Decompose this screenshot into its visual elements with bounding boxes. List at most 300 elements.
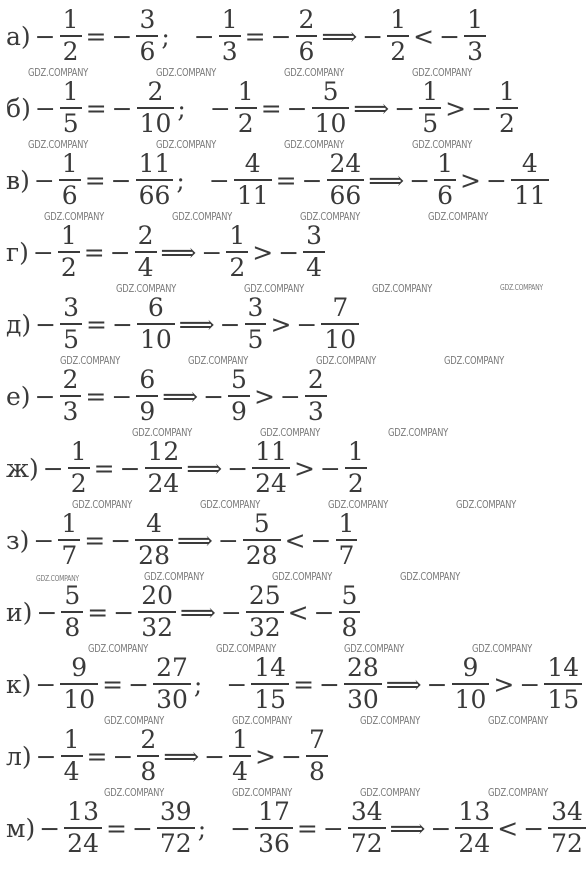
item-paren: ) xyxy=(29,453,39,483)
fraction xyxy=(387,5,409,67)
item-letter: б xyxy=(6,93,22,123)
signed-fraction xyxy=(33,5,83,67)
numerator: 1 xyxy=(347,437,364,467)
denominator: 10 xyxy=(454,684,487,714)
implies-arrow: ⟹ xyxy=(163,741,200,771)
watermark-text: GDZ.COMPANY xyxy=(344,642,405,655)
watermark-text: GDZ.COMPANY xyxy=(260,426,321,439)
numerator: 1 xyxy=(422,77,439,107)
item-paren: ) xyxy=(21,309,32,339)
item-letter: е xyxy=(6,381,21,411)
signed-fraction xyxy=(202,725,252,787)
item-letter: в xyxy=(6,165,21,195)
denominator: 36 xyxy=(258,828,290,858)
numerator: 1 xyxy=(70,437,87,467)
denominator: 66 xyxy=(329,180,362,210)
fraction xyxy=(58,509,80,571)
denominator: 24 xyxy=(67,828,99,858)
numerator: 3 xyxy=(306,221,323,251)
signed-fraction xyxy=(407,149,457,211)
equals-sign: = xyxy=(86,309,107,339)
denominator: 3 xyxy=(221,36,238,66)
denominator: 2 xyxy=(499,108,515,138)
signed-fraction xyxy=(34,725,84,787)
exercise-row xyxy=(0,576,586,648)
fraction xyxy=(59,149,81,211)
fraction xyxy=(60,77,82,139)
item-label xyxy=(6,309,32,339)
minus-sign: − xyxy=(439,21,461,51)
math-expression xyxy=(6,432,368,504)
item-paren: ) xyxy=(20,21,31,51)
denominator: 6 xyxy=(139,36,156,66)
numerator: 4 xyxy=(146,509,163,539)
fraction xyxy=(306,725,328,787)
fraction xyxy=(228,365,250,427)
numerator: 1 xyxy=(338,509,355,539)
item-letter: а xyxy=(6,21,21,51)
equals-sign: = xyxy=(84,525,106,555)
greater-than-sign: > xyxy=(253,381,275,411)
item-letter: г xyxy=(6,237,20,267)
fraction xyxy=(136,149,174,211)
minus-sign: − xyxy=(111,93,133,123)
minus-sign: − xyxy=(220,597,242,627)
item-letter: ж xyxy=(6,453,29,483)
equals-sign: = xyxy=(260,93,282,123)
watermark-text: GDZ.COMPANY xyxy=(444,354,505,367)
fraction xyxy=(296,5,318,67)
numerator: 5 xyxy=(322,77,339,107)
fraction xyxy=(321,293,359,355)
signed-fraction xyxy=(428,797,494,859)
watermark-text: GDZ.COMPANY xyxy=(28,66,89,79)
watermark-text: GDZ.COMPANY xyxy=(44,210,105,223)
fraction xyxy=(135,509,173,571)
fraction xyxy=(136,365,158,427)
minus-sign: − xyxy=(426,669,448,699)
item-label xyxy=(6,93,31,123)
numerator: 9 xyxy=(462,653,479,683)
numerator: 5 xyxy=(231,365,247,395)
denominator: 4 xyxy=(232,756,249,786)
signed-fraction xyxy=(108,221,158,283)
denominator: 6 xyxy=(61,180,78,210)
item-paren: ) xyxy=(21,93,31,123)
minus-sign: − xyxy=(227,453,249,483)
fraction xyxy=(137,293,175,355)
denominator: 8 xyxy=(341,612,358,642)
signed-fraction xyxy=(207,149,273,211)
denominator: 2 xyxy=(62,36,79,66)
signed-fraction xyxy=(309,509,359,571)
minus-sign: − xyxy=(279,381,301,411)
signed-fraction xyxy=(208,77,258,139)
denominator: 2 xyxy=(237,108,254,138)
signed-fraction xyxy=(33,77,83,139)
minus-sign: − xyxy=(486,165,507,195)
fraction xyxy=(345,437,367,499)
signed-fraction xyxy=(201,365,251,427)
fraction xyxy=(336,509,358,571)
minus-sign: − xyxy=(111,21,133,51)
minus-sign: − xyxy=(42,453,64,483)
implies-arrow: ⟹ xyxy=(162,381,199,411)
signed-fraction xyxy=(269,5,319,67)
minus-sign: − xyxy=(33,165,55,195)
exercise-row xyxy=(0,360,586,432)
minus-sign: − xyxy=(113,597,135,627)
denominator: 30 xyxy=(346,684,379,714)
watermark-text: GDZ.COMPANY xyxy=(388,426,449,439)
watermark-text: GDZ.COMPANY xyxy=(28,138,89,151)
minus-sign: − xyxy=(110,165,132,195)
fraction xyxy=(137,77,175,139)
denominator: 2 xyxy=(347,468,364,498)
signed-fraction xyxy=(110,293,176,355)
fraction xyxy=(243,509,281,571)
item-label xyxy=(6,21,31,51)
minus-sign: − xyxy=(230,813,252,843)
watermark-text: GDZ.COMPANY xyxy=(156,66,217,79)
fraction xyxy=(153,653,191,715)
signed-fraction xyxy=(118,437,184,499)
item-paren: ) xyxy=(22,597,33,627)
signed-fraction xyxy=(130,797,196,859)
watermark-text: GDZ.COMPANY xyxy=(372,282,433,295)
signed-fraction xyxy=(294,293,360,355)
fraction xyxy=(138,581,176,643)
fraction xyxy=(252,437,290,499)
signed-fraction xyxy=(312,581,362,643)
signed-fraction xyxy=(108,509,174,571)
minus-sign: − xyxy=(39,813,61,843)
numerator: 28 xyxy=(346,653,379,683)
watermark-text: GDZ.COMPANY xyxy=(360,714,421,727)
denominator: 24 xyxy=(458,828,491,858)
numerator: 1 xyxy=(237,77,254,107)
numerator: 5 xyxy=(253,509,270,539)
signed-fraction xyxy=(225,437,291,499)
signed-fraction xyxy=(360,5,410,67)
signed-fraction xyxy=(111,581,177,643)
signed-fraction xyxy=(109,365,159,427)
numerator: 1 xyxy=(61,509,78,539)
implies-arrow: ⟹ xyxy=(178,309,215,339)
fraction xyxy=(339,581,361,643)
exercise-row xyxy=(0,144,586,216)
numerator: 4 xyxy=(244,149,261,179)
fraction xyxy=(344,653,382,715)
denominator: 8 xyxy=(140,756,157,786)
fraction xyxy=(64,797,102,859)
fraction xyxy=(226,221,248,283)
numerator: 17 xyxy=(258,797,290,827)
denominator: 28 xyxy=(245,540,278,570)
numerator: 2 xyxy=(307,365,324,395)
watermark-text: GDZ.COMPANY xyxy=(428,210,489,223)
numerator: 34 xyxy=(350,797,383,827)
denominator: 30 xyxy=(156,684,188,714)
minus-sign: − xyxy=(109,237,131,267)
watermark-text: GDZ.COMPANY xyxy=(272,570,333,583)
watermark-text: GDZ.COMPANY xyxy=(456,498,517,511)
numerator: 11 xyxy=(138,149,171,179)
signed-fraction xyxy=(228,797,294,859)
numerator: 27 xyxy=(156,653,188,683)
minus-sign: − xyxy=(32,237,54,267)
watermark-text: GDZ.COMPANY xyxy=(232,786,293,799)
fraction xyxy=(157,797,195,859)
equals-sign: = xyxy=(84,165,106,195)
numerator: 14 xyxy=(254,653,287,683)
item-paren: ) xyxy=(19,237,29,267)
signed-fraction xyxy=(37,797,103,859)
denominator: 4 xyxy=(306,252,323,282)
watermark-text: GDZ.COMPANY xyxy=(488,714,549,727)
denominator: 11 xyxy=(513,180,546,210)
fraction xyxy=(348,797,386,859)
signed-fraction xyxy=(33,653,99,715)
fraction xyxy=(136,5,158,67)
minus-sign: − xyxy=(519,669,541,699)
denominator: 11 xyxy=(236,180,269,210)
signed-fraction xyxy=(321,797,387,859)
signed-fraction xyxy=(521,797,586,859)
fraction xyxy=(312,77,350,139)
item-label xyxy=(6,669,32,699)
signed-fraction xyxy=(126,653,192,715)
numerator: 13 xyxy=(458,797,491,827)
signed-fraction xyxy=(216,509,282,571)
greater-than-sign: > xyxy=(270,309,292,339)
denominator: 15 xyxy=(547,684,580,714)
watermark-text: GDZ.COMPANY xyxy=(132,426,193,439)
fraction xyxy=(60,653,98,715)
item-paren: ) xyxy=(20,381,31,411)
fraction xyxy=(60,5,82,67)
equals-sign: = xyxy=(296,813,318,843)
greater-than-sign: > xyxy=(445,93,467,123)
numerator: 1 xyxy=(437,149,454,179)
signed-fraction xyxy=(31,221,81,283)
item-label xyxy=(6,165,30,195)
minus-sign: − xyxy=(219,309,241,339)
greater-than-sign: > xyxy=(460,165,481,195)
fraction xyxy=(251,653,289,715)
exercise-row xyxy=(0,720,586,792)
item-label xyxy=(6,813,36,843)
fraction xyxy=(68,437,90,499)
minus-sign: − xyxy=(33,525,55,555)
numerator: 1 xyxy=(60,221,77,251)
fraction xyxy=(135,221,157,283)
denominator: 6 xyxy=(298,36,315,66)
math-expression xyxy=(6,144,550,216)
signed-fraction xyxy=(425,653,491,715)
minus-sign: − xyxy=(280,741,302,771)
denominator: 10 xyxy=(324,324,357,354)
signed-fraction xyxy=(31,509,81,571)
watermark-text: GDZ.COMPANY xyxy=(144,570,205,583)
implies-arrow: ⟹ xyxy=(160,237,197,267)
item-letter: и xyxy=(6,597,23,627)
watermark-text: GDZ.COMPANY xyxy=(156,138,217,151)
watermark-text: GDZ.COMPANY xyxy=(72,498,133,511)
denominator: 10 xyxy=(139,108,172,138)
denominator: 5 xyxy=(63,324,80,354)
fraction xyxy=(219,5,241,67)
equals-sign: = xyxy=(244,21,266,51)
denominator: 3 xyxy=(62,396,79,426)
signed-fraction xyxy=(33,293,83,355)
item-paren: ) xyxy=(21,741,32,771)
denominator: 5 xyxy=(422,108,439,138)
exercise-row xyxy=(0,0,586,72)
denominator: 15 xyxy=(254,684,287,714)
equals-sign: = xyxy=(275,165,297,195)
numerator: 9 xyxy=(71,653,88,683)
denominator: 6 xyxy=(437,180,454,210)
watermark-text: GDZ.COMPANY xyxy=(472,642,533,655)
signed-fraction xyxy=(34,581,84,643)
denominator: 5 xyxy=(62,108,79,138)
numerator: 2 xyxy=(140,725,157,755)
numerator: 5 xyxy=(341,581,358,611)
watermark-text: GDZ.COMPANY xyxy=(412,66,473,79)
fraction xyxy=(145,437,183,499)
fraction xyxy=(61,581,83,643)
denominator: 72 xyxy=(350,828,383,858)
denominator: 7 xyxy=(338,540,355,570)
minus-sign: − xyxy=(301,165,323,195)
signed-fraction xyxy=(110,77,176,139)
equals-sign: = xyxy=(87,597,109,627)
signed-fraction xyxy=(33,365,83,427)
fraction xyxy=(246,581,284,643)
semicolon: ; xyxy=(161,21,170,51)
fraction xyxy=(255,797,293,859)
denominator: 10 xyxy=(63,684,96,714)
minus-sign: − xyxy=(313,597,335,627)
numerator: 34 xyxy=(551,797,583,827)
signed-fraction xyxy=(110,725,160,787)
exercise-row xyxy=(0,72,586,144)
signed-fraction xyxy=(278,365,328,427)
implies-arrow: ⟹ xyxy=(176,525,213,555)
denominator: 72 xyxy=(159,828,192,858)
numerator: 2 xyxy=(62,365,79,395)
fraction xyxy=(60,365,82,427)
signed-fraction xyxy=(300,149,366,211)
greater-than-sign: > xyxy=(293,453,315,483)
watermark-text: GDZ.COMPANY xyxy=(500,283,543,292)
fraction xyxy=(419,77,441,139)
signed-fraction xyxy=(484,149,550,211)
signed-fraction xyxy=(109,149,175,211)
numerator: 5 xyxy=(64,581,81,611)
minus-sign: − xyxy=(394,93,416,123)
greater-than-sign: > xyxy=(252,237,274,267)
numerator: 6 xyxy=(147,293,164,323)
watermark-text: GDZ.COMPANY xyxy=(400,570,461,583)
fraction xyxy=(434,149,456,211)
fraction xyxy=(235,77,257,139)
signed-fraction xyxy=(318,437,368,499)
item-paren: ) xyxy=(21,669,32,699)
exercise-row xyxy=(0,648,586,720)
minus-sign: − xyxy=(34,21,56,51)
signed-fraction xyxy=(41,437,91,499)
implies-arrow: ⟹ xyxy=(389,813,426,843)
minus-sign: − xyxy=(286,93,308,123)
minus-sign: − xyxy=(35,741,57,771)
fraction xyxy=(511,149,549,211)
denominator: 2 xyxy=(229,252,246,282)
item-label xyxy=(6,453,39,483)
minus-sign: − xyxy=(34,381,56,411)
numerator: 2 xyxy=(147,77,164,107)
exercise-row xyxy=(0,792,586,864)
math-expression xyxy=(6,648,583,720)
numerator: 1 xyxy=(499,77,515,107)
signed-fraction xyxy=(279,725,329,787)
numerator: 7 xyxy=(332,293,349,323)
math-expression xyxy=(6,288,360,360)
minus-sign: − xyxy=(111,309,133,339)
minus-sign: − xyxy=(319,669,340,699)
denominator: 66 xyxy=(138,180,171,210)
item-letter: л xyxy=(6,741,22,771)
numerator: 3 xyxy=(247,293,264,323)
watermark-text: GDZ.COMPANY xyxy=(412,138,473,151)
item-paren: ) xyxy=(25,813,36,843)
item-paren: ) xyxy=(19,525,30,555)
signed-fraction xyxy=(218,293,268,355)
numerator: 39 xyxy=(159,797,192,827)
signed-fraction xyxy=(32,149,82,211)
less-than-sign: < xyxy=(287,597,309,627)
semicolon: ; xyxy=(197,813,207,843)
numerator: 24 xyxy=(329,149,362,179)
watermark-text: GDZ.COMPANY xyxy=(200,498,261,511)
watermark-text: GDZ.COMPANY xyxy=(300,210,361,223)
signed-fraction xyxy=(285,77,351,139)
signed-fraction xyxy=(469,77,519,139)
watermark-text: GDZ.COMPANY xyxy=(104,714,165,727)
implies-arrow: ⟹ xyxy=(186,453,223,483)
signed-fraction xyxy=(317,653,383,715)
denominator: 7 xyxy=(61,540,78,570)
math-expression xyxy=(6,792,586,864)
denominator: 8 xyxy=(308,756,325,786)
item-label xyxy=(6,381,31,411)
less-than-sign: < xyxy=(497,813,519,843)
math-expression xyxy=(6,504,358,576)
implies-arrow: ⟹ xyxy=(180,597,216,627)
fraction xyxy=(544,653,582,715)
minus-sign: − xyxy=(208,165,230,195)
minus-sign: − xyxy=(34,93,56,123)
math-expression xyxy=(6,216,326,288)
watermark-text: GDZ.COMPANY xyxy=(360,786,421,799)
numerator: 7 xyxy=(308,725,325,755)
minus-sign: − xyxy=(362,21,384,51)
item-letter: м xyxy=(6,813,26,843)
signed-fraction xyxy=(109,5,159,67)
numerator: 11 xyxy=(255,437,287,467)
numerator: 25 xyxy=(248,581,281,611)
